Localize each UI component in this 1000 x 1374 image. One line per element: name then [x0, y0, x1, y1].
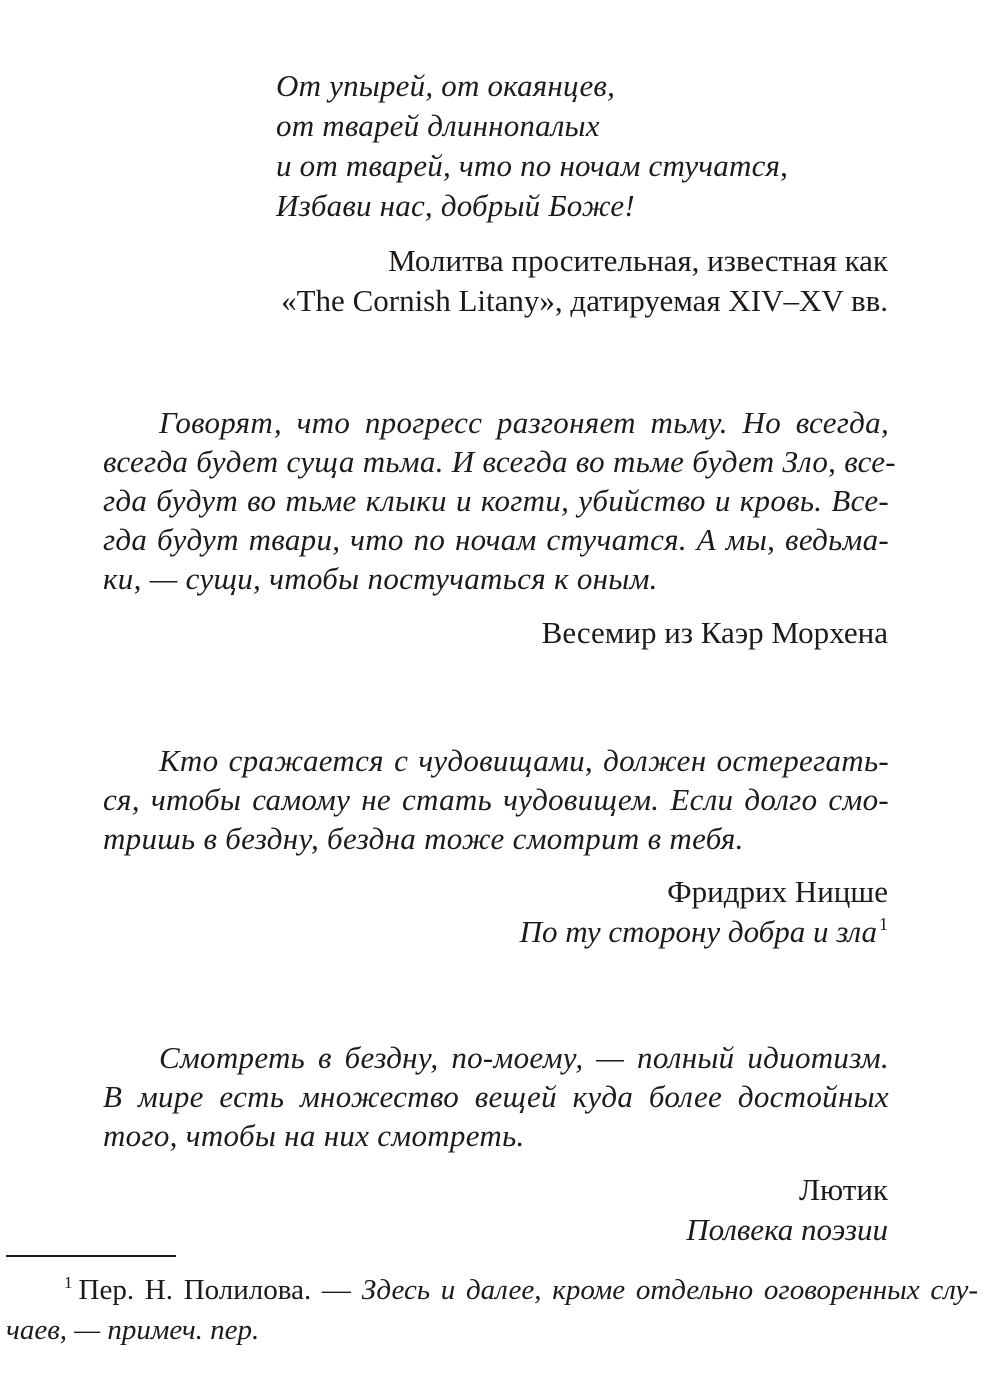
quote-line: ки, — сущи, чтобы постучаться к оным.	[103, 561, 658, 596]
author-name: Фридрих Ницше	[667, 874, 888, 909]
work-title-text: По ту сторону добра и зла	[519, 914, 877, 949]
epigraph-dandelion-source	[686, 1170, 888, 1250]
author-name: Весемир из Каэр Морхена	[541, 615, 888, 650]
quote-line: Говорят, что прогресс разгоняет тьму. Но всегда,	[159, 405, 889, 440]
poem-line: от тварей длиннопалых	[276, 108, 600, 143]
footnote-line	[6, 1270, 978, 1310]
poem-line: От упырей, от окаянцев,	[276, 68, 616, 103]
footnote-mark: 1	[64, 1273, 73, 1292]
quote-line: всегда будет суща тьма. И всегда во тьме будет Зло, все-	[103, 444, 896, 479]
quote-line: гда будут твари, что по ночам стучатся. А мы, ведьма-	[103, 522, 889, 557]
footnote-note: Здесь и далее, кроме отдельно оговоренных слу-	[361, 1274, 978, 1306]
footnote-translator: Пер. Н. Полилова. —	[78, 1274, 351, 1306]
quote-line: В мире есть множество вещей куда более достойных	[103, 1079, 889, 1114]
quote-line: гда будут во тьме клыки и когти, убийство и кровь. Все-	[103, 483, 889, 518]
source-line: «The Cornish Litany», датируемая XIV–XV вв.	[281, 283, 888, 318]
epigraph-vesemir-quote	[103, 403, 896, 598]
quote-line: Кто сражается с чудовищами, должен остерегать-	[159, 743, 889, 778]
footnote-divider	[6, 1255, 176, 1257]
epigraph-dandelion-quote	[103, 1038, 889, 1155]
source-line: Молитва просительная, известная как	[388, 243, 888, 278]
poem-line: и от тварей, что по ночам стучатся,	[276, 148, 789, 183]
quote-line: тришь в бездну, бездна тоже смотрит в тебя.	[103, 821, 744, 856]
epigraph-vesemir-author	[542, 613, 888, 653]
author-name: Лютик	[799, 1172, 888, 1207]
epigraph-poem	[276, 66, 788, 226]
epigraph-nietzsche-quote	[103, 741, 889, 858]
quote-line: того, чтобы на них смотреть.	[103, 1118, 525, 1153]
epigraph-nietzsche-source	[520, 872, 888, 952]
footnote-line: чаев, — примеч. пер.	[6, 1314, 260, 1346]
footnote	[6, 1270, 978, 1350]
epigraph-poem-source	[281, 241, 888, 321]
poem-line: Избави нас, добрый Боже!	[276, 188, 635, 223]
quote-line: ся, чтобы самому не стать чудовищем. Если долго смо-	[103, 782, 889, 817]
work-title: Полвека поэзии	[686, 1212, 888, 1247]
quote-line: Смотреть в бездну, по-моему, — полный идиотизм.	[159, 1040, 889, 1075]
work-title	[520, 912, 888, 952]
footnote-reference[interactable]: 1	[879, 914, 888, 934]
